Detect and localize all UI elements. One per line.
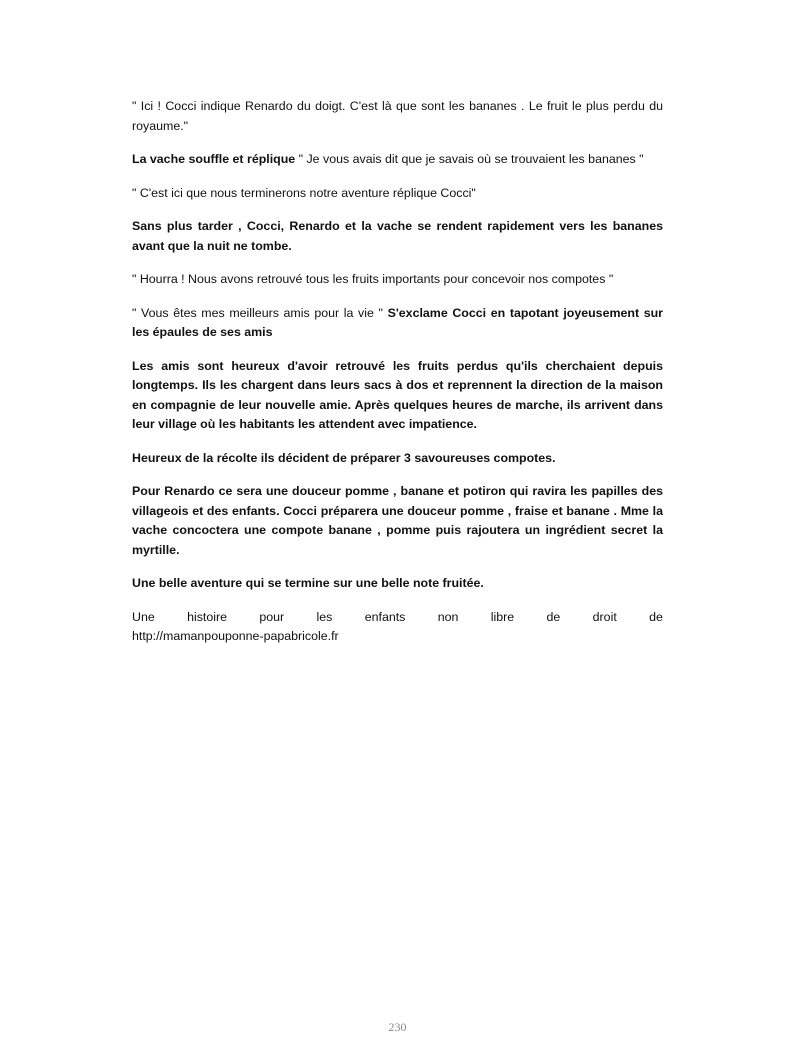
paragraph bbox=[132, 150, 663, 170]
text-run: " Je vous avais dit que je savais où se trouvaient les bananes " bbox=[295, 152, 644, 166]
paragraph bbox=[132, 357, 663, 435]
credit-word: pour bbox=[259, 609, 285, 624]
paragraph bbox=[132, 449, 663, 469]
bold-text-run: S'exclame Cocci en tapotant joyeusement sur les épaules de ses amis bbox=[132, 305, 663, 339]
credit-word: non bbox=[437, 609, 459, 624]
paragraph bbox=[132, 482, 663, 560]
bold-text-run: Les amis sont heureux d'avoir retrouvé les fruits perdus qu'ils cherchaient depuis longtemps. Ils les chargent dans leurs sacs à dos et reprennent la direction de la maison en compagnie de leur nouvelle amie. Après quelques heures de marche, ils arrivent dans leur village où les habitants les attendent avec impatience. bbox=[132, 358, 663, 431]
bold-text-run: La vache souffle et réplique bbox=[132, 152, 296, 166]
credit-word: enfants bbox=[364, 609, 406, 624]
text-run: " Ici ! Cocci indique Renardo du doigt. C'est là que sont les bananes . Le fruit le plus perdu du royaume." bbox=[132, 99, 663, 133]
credit-word: les bbox=[316, 609, 333, 624]
credit-word: de bbox=[546, 609, 561, 624]
bold-text-run: Sans plus tarder , Cocci, Renardo et la vache se rendent rapidement vers les bananes avant que la nuit ne tombe. bbox=[132, 219, 663, 253]
text-run: " Hourra ! Nous avons retrouvé tous les fruits importants pour concevoir nos compotes " bbox=[132, 272, 614, 286]
bold-text-run: Pour Renardo ce sera une douceur pomme , banane et potiron qui ravira les papilles des villageois et des enfants. Cocci préparera une douceur pomme , fraise et banane . Mme la vache concoctera une compote banane , pomme puis rajoutera un ingrédient secret la myrtille. bbox=[132, 484, 663, 557]
paragraph bbox=[132, 184, 663, 204]
page-number: 230 bbox=[388, 1020, 407, 1034]
credit-url: http://mamanpouponne-papabricole.fr bbox=[132, 629, 339, 643]
text-run: " Vous êtes mes meilleurs amis pour la vie " bbox=[132, 305, 388, 320]
paragraph bbox=[132, 217, 663, 256]
credit-word: de bbox=[649, 609, 663, 624]
story-text bbox=[132, 97, 663, 594]
credit-paragraph bbox=[132, 608, 663, 647]
paragraph bbox=[132, 270, 663, 290]
credit-line bbox=[132, 608, 663, 628]
bold-text-run: Une belle aventure qui se termine sur une belle note fruitée. bbox=[132, 576, 484, 590]
text-run: " C'est ici que nous terminerons notre aventure réplique Cocci" bbox=[132, 185, 476, 200]
paragraph bbox=[132, 97, 663, 136]
credit-word: libre bbox=[490, 609, 515, 624]
paragraph bbox=[132, 574, 663, 594]
bold-text-run: Heureux de la récolte ils décident de préparer 3 savoureuses compotes. bbox=[132, 450, 556, 465]
document-body bbox=[132, 97, 663, 661]
credit-word: droit bbox=[592, 609, 617, 624]
credit-word: Une bbox=[132, 609, 155, 624]
credit-word: histoire bbox=[187, 609, 228, 624]
paragraph bbox=[132, 304, 663, 343]
